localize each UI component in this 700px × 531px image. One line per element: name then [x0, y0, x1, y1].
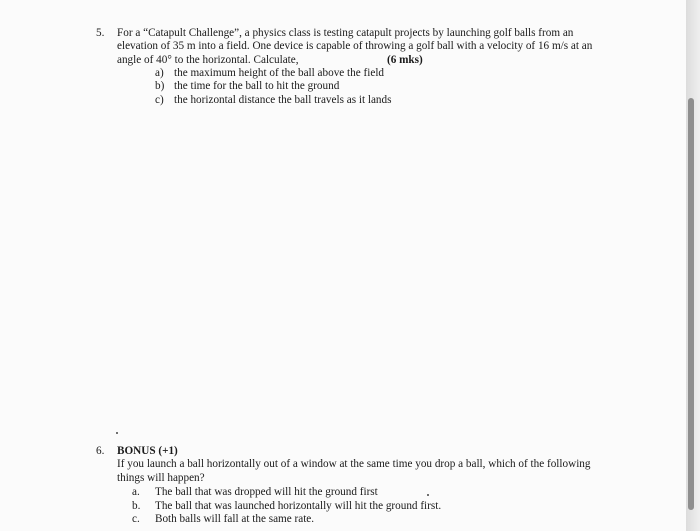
question-6-option-b — [132, 500, 441, 513]
question-6-number: 6. — [96, 445, 105, 457]
question-5-number: 5. — [96, 27, 105, 39]
question-5-body — [117, 27, 592, 67]
option-a-label: a. — [132, 486, 140, 498]
question-6-line-1: If you launch a ball horizontally out of a window at the same time you drop a ball, which of the following — [117, 458, 591, 471]
question-6-body — [117, 445, 591, 485]
part-c-text: the horizontal distance the ball travels as it lands — [174, 93, 392, 106]
question-6-option-a — [132, 486, 378, 499]
question-6-line-2: things will happen? — [117, 471, 205, 484]
option-a-text: The ball that was dropped will hit the ground first — [155, 486, 378, 498]
question-5-part-b — [155, 80, 339, 93]
question-5-part-c — [155, 94, 391, 107]
question-5-line-3 — [117, 54, 592, 67]
option-c-text: Both balls will fall at the same rate. — [155, 513, 315, 525]
scrollbar-thumb[interactable] — [688, 98, 694, 510]
question-5-part-a — [155, 67, 384, 80]
question-6-option-c — [132, 513, 314, 526]
question-5-line-1: For a “Catapult Challenge”, a physics class is testing catapult projects by launching golf balls from an — [117, 27, 574, 39]
part-a-label: a) — [155, 67, 164, 79]
part-b-text: the time for the ball to hit the ground — [174, 80, 340, 93]
question-6-title — [117, 445, 591, 458]
option-b-text: The ball that was launched horizontally will hit the ground first. — [155, 499, 442, 512]
part-c-label: c) — [155, 93, 164, 106]
stray-mark — [116, 432, 118, 434]
stray-mark — [427, 494, 429, 496]
question-6-title-text: BONUS (+1) — [117, 445, 178, 457]
option-b-label: b. — [132, 499, 141, 512]
part-b-label: b) — [155, 80, 165, 93]
question-5-line-2: elevation of 35 m into a field. One device is capable of throwing a golf ball with a velocity of 16 m/s at an — [117, 40, 593, 53]
part-a-text: the maximum height of the ball above the field — [174, 67, 385, 79]
question-5-marks: (6 mks) — [387, 53, 423, 66]
question-5-line-3-text: angle of 40° to the horizontal. Calculate, — [117, 53, 299, 66]
option-c-label: c. — [132, 513, 140, 525]
